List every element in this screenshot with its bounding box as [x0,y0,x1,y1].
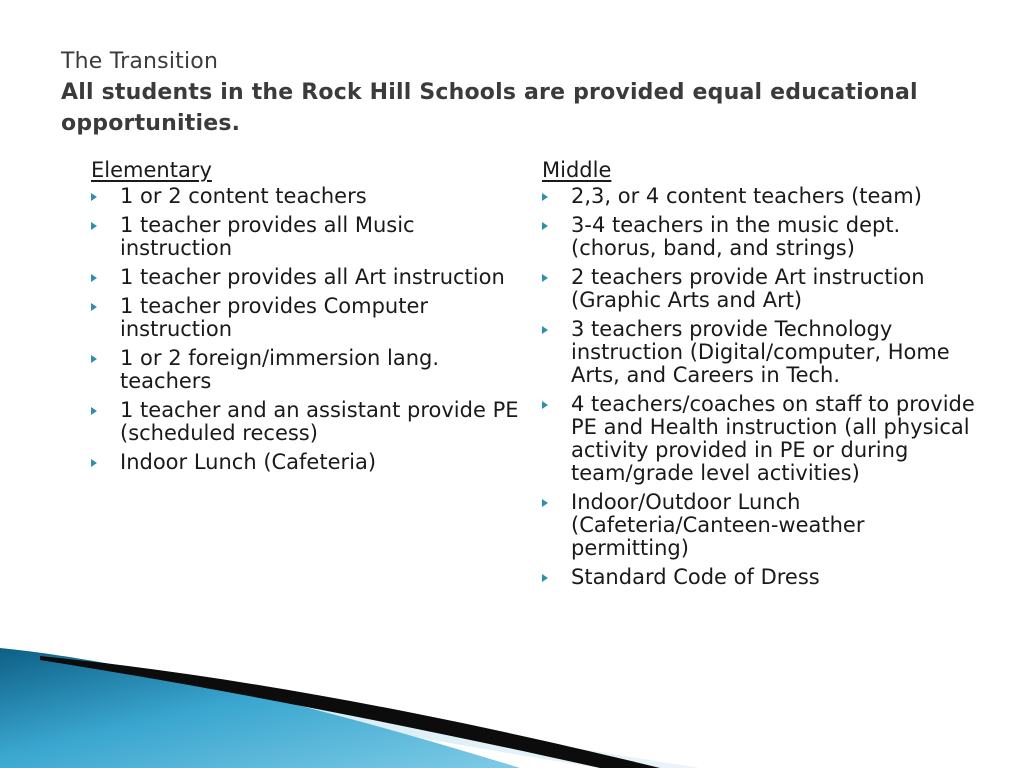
decorative-swoosh [0,600,1024,768]
list-item-text: 1 teacher and an assistant provide PE (scheduled recess) [120,398,519,445]
list-item-text: 4 teachers/coaches on staff to provide PE and Health instruction (all physical activity provided in PE or during team/grade level activities) [571,392,975,485]
bullet-arrow-icon [91,222,97,230]
list-item [91,266,531,289]
bullet-arrow-icon [542,274,548,282]
list-item-text: 1 teacher provides all Music instruction [120,213,415,260]
list-item [542,491,982,560]
bullet-arrow-icon [542,499,548,507]
bullet-arrow-icon [542,574,548,582]
list-item [542,185,982,208]
list-item [542,318,982,387]
bullet-arrow-icon [542,326,548,334]
bullet-arrow-icon [91,407,97,415]
bullet-arrow-icon [91,193,97,201]
bullet-arrow-icon [542,401,548,409]
list-item-text: 2 teachers provide Art instruction (Graphic Arts and Art) [571,265,925,312]
list-item-text: 1 or 2 content teachers [120,184,367,208]
list-item [542,566,982,589]
list-item-text: Standard Code of Dress [571,565,820,589]
bullet-arrow-icon [542,193,548,201]
list-item-text: 3-4 teachers in the music dept. (chorus, band, and strings) [571,213,901,260]
list-item [91,347,531,393]
bullet-arrow-icon [91,303,97,311]
slide-title: The Transition [61,49,219,74]
bullet-arrow-icon [542,222,548,230]
list-item-text: 3 teachers provide Technology instruction (Digital/computer, Home Arts, and Careers in Tech. [571,317,950,387]
elementary-column [91,156,531,480]
list-item [542,214,982,260]
bullet-arrow-icon [91,274,97,282]
bullet-arrow-icon [91,355,97,363]
list-item [542,393,982,485]
slide-title-block [61,46,961,139]
list-item [91,185,531,208]
list-item-text: Indoor/Outdoor Lunch (Cafeteria/Canteen-weather permitting) [571,490,865,560]
middle-list [542,185,982,589]
list-item [542,266,982,312]
list-item [91,399,531,445]
list-item-text: 1 or 2 foreign/immersion lang. teachers [120,346,440,393]
bullet-arrow-icon [91,459,97,467]
list-item [91,295,531,341]
elementary-list [91,185,531,474]
middle-heading: Middle [542,158,612,182]
elementary-heading: Elementary [91,158,212,182]
slide-subtitle: All students in the Rock Hill Schools are provided equal educational opportunities. [61,80,918,136]
list-item-text: Indoor Lunch (Cafeteria) [120,450,377,474]
list-item-text: 1 teacher provides Computer instruction [120,294,429,341]
list-item [91,451,531,474]
list-item [91,214,531,260]
list-item-text: 2,3, or 4 content teachers (team) [571,184,922,208]
middle-column [542,156,982,595]
list-item-text: 1 teacher provides all Art instruction [120,265,505,289]
